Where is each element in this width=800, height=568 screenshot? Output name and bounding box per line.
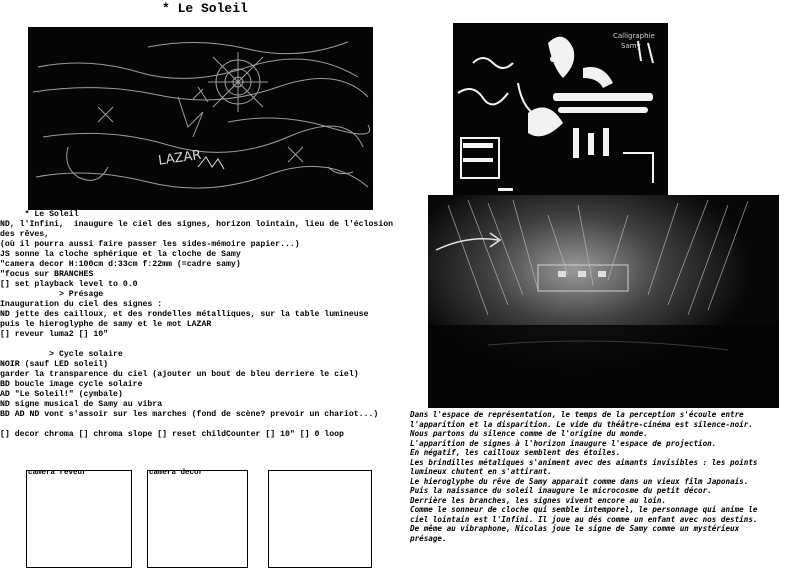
notes-line: BD AD ND vont s'assoir sur les marches (fond de scène? prevoir un chariot...) [0, 410, 379, 419]
calligraphy-subtitle-text: Samy [621, 42, 641, 50]
camera-decor-label: camera decor [149, 469, 204, 477]
camera-decor-box [147, 470, 248, 568]
notes-line: > Cycle solaire [0, 350, 123, 359]
description-line: En négatif, les cailloux semblent des étoiles. [410, 448, 621, 457]
calligraphy-image [453, 23, 668, 195]
notes-line: * Le Soleil [0, 210, 79, 219]
notes-line: "camera decor H:100cm d:33cm f:22mm (=cadre samy) [0, 260, 241, 269]
notes-line: [] set playback level to 0.0 [0, 280, 138, 289]
description-line: présage. [410, 533, 447, 543]
notes-line: [] reveur luma2 [] 10" [0, 330, 109, 339]
notes-line: (où il pourra aussi faire passer les sides-mémoire papier...) [0, 240, 300, 249]
sketch-image [28, 27, 373, 210]
description-line: Dans l'espace de représentation, le temps de la perception s'écoule entre [410, 410, 744, 419]
page-title: * Le Soleil [162, 1, 248, 16]
description-line: Comme le sonneur de cloche qui semble intemporel, le personnage qui anime le [410, 505, 758, 514]
notes-line: BD boucle image cycle solaire [0, 380, 143, 389]
notes-line [0, 340, 420, 350]
camera-reveur-label: camera reveur [28, 469, 87, 477]
description-line: Les brindilles métaliques s'animent avec des aimants invisibles : les points [410, 457, 758, 467]
stage-drawing [428, 195, 779, 408]
notes-line: ND jette des cailloux, et des rondelles métalliques, sur la table lumineuse [0, 310, 369, 319]
notes-line: des rêves, [0, 230, 50, 239]
description-line: l'apparition et la disparition. Le vide du théâtre-cinéma est silence-noir. [410, 419, 753, 429]
notes-line: > Présage [0, 290, 104, 299]
description-line: Nous partons du silence comme de l'origine du monde. [410, 429, 648, 438]
script-notes [0, 210, 420, 440]
camera-third-box [268, 470, 372, 568]
notes-line: JS sonne la cloche sphérique et la cloche de Samy [0, 250, 241, 259]
notes-line: AD "Le Soleil!" (cymbale) [0, 390, 123, 399]
description-line: De même au vibraphone, Nicolas joue le signe de Samy comme un mystérieux [410, 524, 740, 533]
description-line: Puis la naissance du soleil inaugure le microcosme du petit décor. [410, 486, 712, 495]
notes-line: garder la transparence du ciel (ajouter un bout de bleu derriere le ciel) [0, 370, 359, 379]
sketch-drawing [28, 27, 373, 210]
description-line: Derrière les branches, les signes vivent encore au loin. [410, 495, 667, 505]
notes-line: Inauguration du ciel des signes : [0, 300, 163, 309]
description-line: L'apparition de signes à l'horizon inaugure l'espace de projection. [410, 438, 717, 448]
stage-photo [428, 195, 779, 408]
description-line: lumineux chutent en s'attirant. [410, 467, 552, 476]
scene-description [410, 410, 795, 543]
description-line: Le hieroglyphe du rêve de Samy apparait comme dans un vieux film Japonais. [410, 476, 749, 486]
calligraphy-drawing [453, 23, 668, 195]
notes-line: NOIR (sauf LED soleil) [0, 360, 109, 369]
calligraphy-title-text: Calligraphie [613, 32, 655, 40]
notes-line: "focus sur BRANCHES [0, 270, 94, 279]
notes-line [0, 420, 420, 430]
notes-line: ND, l'Infini, inaugure le ciel des signes, horizon lointain, lieu de l'éclosion [0, 220, 394, 229]
notes-line: puis le hieroglyphe de samy et le mot LAZAR [0, 320, 212, 329]
description-line: ciel lointain est l'Infini. Il joue au dés comme un enfant avec nos destins. [410, 514, 758, 524]
notes-line: [] decor chroma [] chroma slope [] reset childCounter [] 10" [] 0 loop [0, 430, 344, 439]
camera-reveur-box [26, 470, 132, 568]
sketch-lazar-text: LAZAR [157, 147, 203, 169]
notes-line: ND signe musical de Samy au vibra [0, 400, 163, 409]
